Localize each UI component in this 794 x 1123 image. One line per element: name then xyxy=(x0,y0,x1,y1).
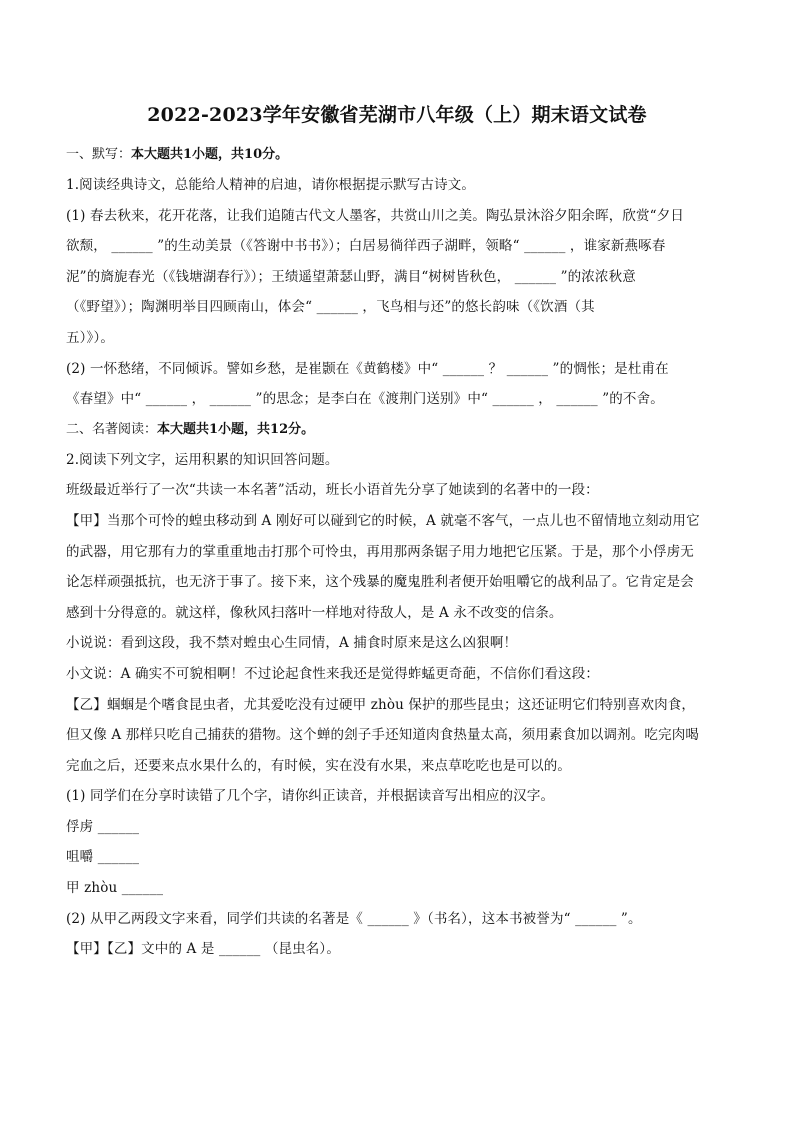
intro-line: 班级最近举行了一次“共读一本名著”活动，班长小语首先分享了她读到的名著中的一段： xyxy=(66,482,599,499)
subquestion-1-stem: (1) 同学们在分享时读错了几个字，请你纠正读音，并根据读音写出相应的汉字。 xyxy=(66,788,555,805)
question-stem: 1.阅读经典诗文，总能给人精神的启迪，请你根据提示默写古诗文。 xyxy=(66,177,476,193)
passage-jia-line: 感到十分得意的。就这样，像秋风扫落叶一样地对待敌人，是 A 永不改变的信条。 xyxy=(66,604,563,621)
answer-item: 俘虏 ______ xyxy=(66,818,140,835)
passage-jia-line: 的武器，用它那有力的掌重重地击打那个可怜虫，再用那两条锯子用力地把它压紧。于是，那个小俘虏无 xyxy=(66,543,694,560)
paragraph-line: (1) 春去秋来，花开花落，让我们追随古代文人墨客，共赏山川之美。陶弘景沐浴夕阳余晖，欣赏“夕日 xyxy=(66,207,685,224)
section-label: 二、名著阅读： xyxy=(66,421,158,437)
paragraph-line: 《春望》中“ ______ ， ______ ”的思念；是李白在《渡荆门送别》中“ ______ ， ______ ”的不舍。 xyxy=(66,391,664,408)
section-description: 本大题共1小题，共10分。 xyxy=(131,147,289,162)
section-heading-2 xyxy=(66,415,728,445)
passage-yi-line: 但又像 A 那样只吃自己捕获的猎物。这个蝉的刽子手还知道肉食热量太高，须用素食加以调剂。吃完肉喝 xyxy=(66,727,700,744)
passage-jia-line: 【甲】当那个可怜的蝗虫移动到 A 刚好可以碰到它的时候，A 就毫不客气，一点儿也不留情地立刻动用它 xyxy=(66,512,700,529)
paragraph-line: 欲颓， ______ ”的生动美景（《答谢中书书》）；白居易徜徉西子湖畔，领略“ ______ ，谁家新燕啄春 xyxy=(66,238,666,255)
answer-item: 咀嚼 ______ xyxy=(66,849,140,866)
section-description: 本大题共1小题，共12分。 xyxy=(157,421,315,437)
paragraph-line: 泥”的旖旎春光（《钱塘湖春行》）；王绩遥望萧瑟山野，满目“树树皆秋色， ______ ”的浓浓秋意 xyxy=(66,268,636,285)
passage-yi-line: 【乙】蝈蝈是个嗜食昆虫者，尤其爱吃没有过硬甲 zhòu 保护的那些昆虫；这还证明它们特别喜欢肉食， xyxy=(66,696,696,713)
paragraph-line: (2) 一怀愁绪，不同倾诉。譬如乡愁，是崔颢在《黄鹤楼》中“ ______ ？ ______ ”的惆怅；是杜甫在 xyxy=(66,360,669,377)
section-label: 一、默写： xyxy=(66,147,132,162)
question-stem: 2.阅读下列文字，运用积累的知识回答问题。 xyxy=(66,451,339,468)
answer-item: 甲 zhòu ______ xyxy=(66,880,164,897)
passage-yi-line: 完血之后，还要来点水果什么的，有时候，实在没有水果，来点草吃吃也是可以的。 xyxy=(66,757,572,774)
exam-page xyxy=(66,100,728,965)
subquestion-3: 【甲】【乙】文中的 A 是 ______ （昆虫名）。 xyxy=(66,941,340,958)
page-title: 2022-2023学年安徽省芜湖市八年级（上）期末语文试卷 xyxy=(147,104,647,126)
comment-xiaowen: 小文说：A 确实不可貌相啊！不过论起食性来我还是觉得蚱蜢更奇葩，不信你们看这段： xyxy=(66,665,600,682)
comment-xiaoshuo: 小说说：看到这段，我不禁对蝗虫心生同情，A 捕食时原来是这么凶狠啊！ xyxy=(66,635,518,652)
section-heading-1 xyxy=(66,140,728,170)
paragraph-line: （《野望》）；陶渊明举目四顾南山，体会“ ______ ，飞鸟相与还”的悠长韵味（《饮酒（其 xyxy=(66,299,595,316)
subquestion-2: (2) 从甲乙两段文字来看，同学们共读的名著是《 ______ 》（书名），这本书被誉为“ ______ ”。 xyxy=(66,910,642,927)
passage-jia-line: 论怎样顽强抵抗，也无济于事了。接下来，这个残暴的魔鬼胜利者便开始咀嚼它的战利品了。它肯定是会 xyxy=(66,574,694,591)
paragraph-line: 五）》）。 xyxy=(66,329,114,346)
